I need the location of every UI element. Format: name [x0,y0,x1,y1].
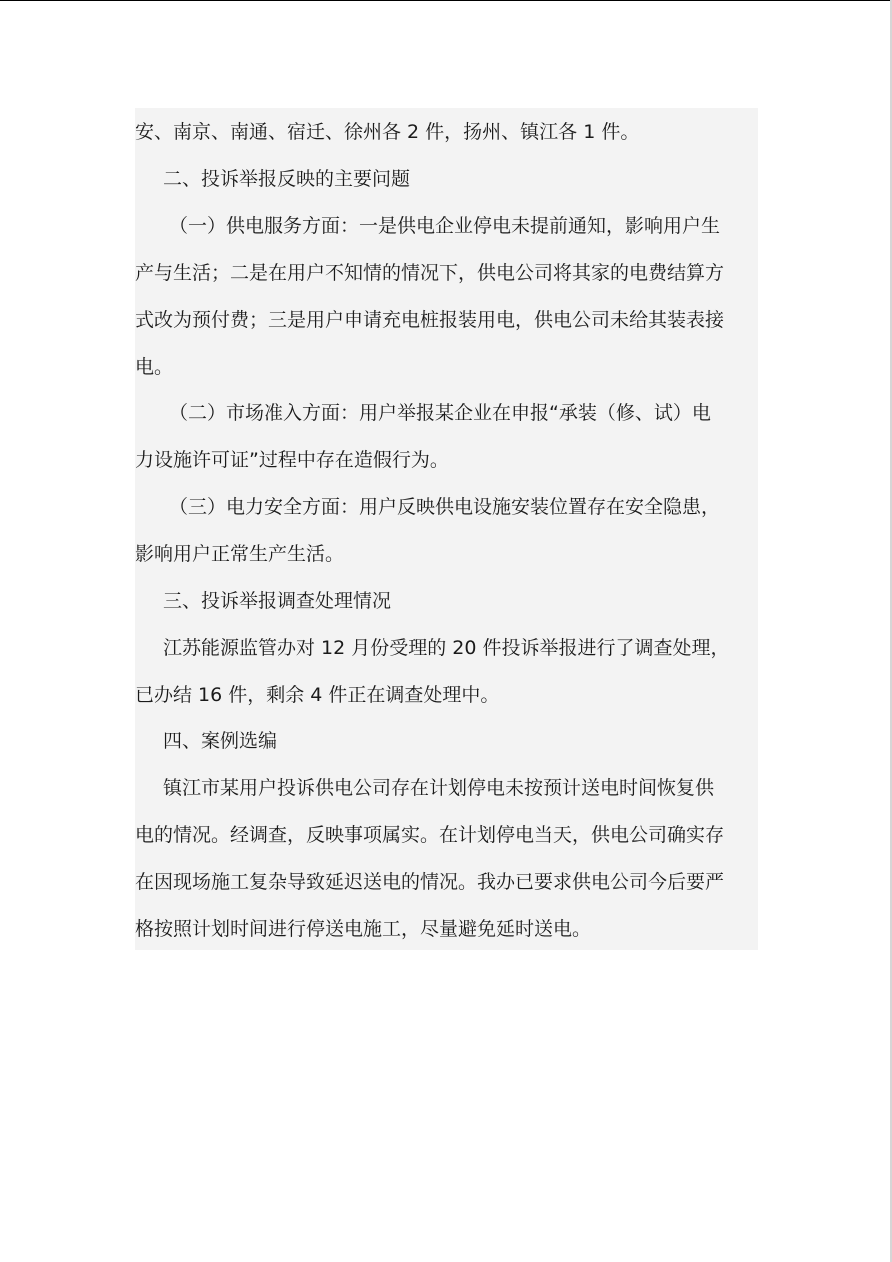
paragraph-line: 江苏能源监管办对 12 月份受理的 20 件投诉举报进行了调查处理， [163,637,730,659]
paragraph-line: 在因现场施工复杂导致延迟送电的情况。我办已要求供电公司今后要严 [135,871,725,893]
paragraph-line: 产与生活；二是在用户不知情的情况下，供电公司将其家的电费结算方 [135,262,725,284]
paragraph-line: 镇江市某用户投诉供电公司存在计划停电未按预计送电时间恢复供 [163,777,715,799]
paragraph-line: 格按照计划时间进行停送电施工，尽量避免延时送电。 [135,918,592,940]
paragraph-line: 影响用户正常生产生活。 [135,543,345,565]
section-heading-4: 四、案例选编 [163,730,278,752]
paragraph-line: （一）供电服务方面：一是供电企业停电未提前通知，影响用户生 [169,215,721,237]
paragraph-line: 力设施许可证”过程中存在造假行为。 [135,449,449,471]
paragraph-line: （三）电力安全方面：用户反映供电设施安装位置存在安全隐患， [169,496,721,518]
paragraph-line: 安、南京、南通、宿迁、徐州各 2 件，扬州、镇江各 1 件。 [135,121,640,143]
paragraph-line: 式改为预付费；三是用户申请充电桩报装用电，供电公司未给其装表接 [135,309,725,331]
top-border [0,0,892,1]
paragraph-line: 已办结 16 件，剩余 4 件正在调查处理中。 [135,684,500,706]
paragraph-line: 电的情况。经调查，反映事项属实。在计划停电当天，供电公司确实存 [135,824,725,846]
section-heading-2: 二、投诉举报反映的主要问题 [163,168,411,190]
document-body [135,108,758,950]
paragraph-line: 电。 [135,356,174,378]
paragraph-line: （二）市场准入方面：用户举报某企业在申报“承装（修、试）电 [169,402,711,424]
section-heading-3: 三、投诉举报调查处理情况 [163,590,392,612]
